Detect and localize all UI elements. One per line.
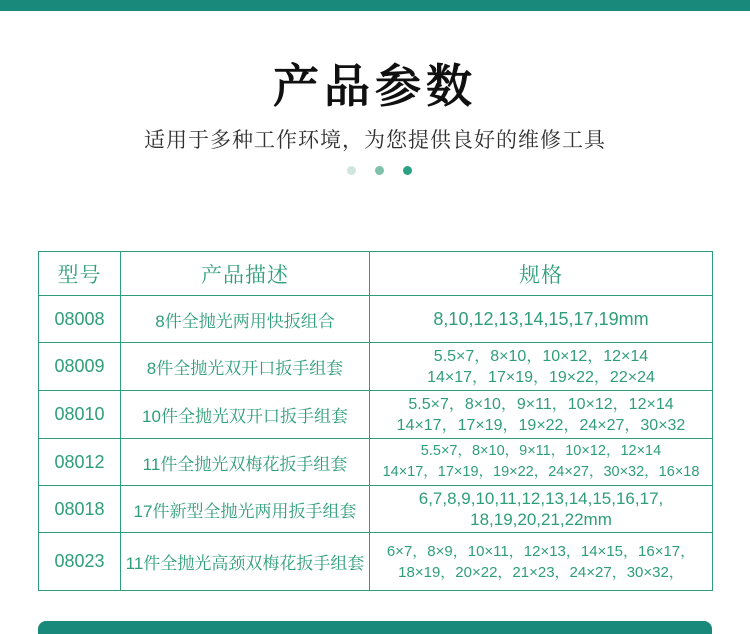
spec-line: 5.5×7，8×10，9×11，10×12，12×14 (408, 395, 674, 413)
header-description: 产品描述 (121, 252, 370, 296)
model-cell: 08009 (39, 343, 121, 391)
table-row (39, 533, 713, 591)
header-spec: 规格 (370, 252, 713, 296)
carousel-dot-2 (375, 166, 384, 175)
table-row (39, 391, 713, 439)
description-cell: 8件全抛光双开口扳手组套 (121, 343, 370, 391)
model-cell: 08008 (39, 296, 121, 343)
spec-cell (370, 533, 713, 591)
bottom-section-bar (38, 621, 712, 634)
spec-line: 6,7,8,9,10,11,12,13,14,15,16,17, (418, 489, 664, 508)
table-header-row (39, 252, 713, 296)
carousel-dots (4, 166, 750, 175)
top-divider-bar (0, 0, 750, 11)
spec-line: 18×19，20×22，21×23，24×27，30×32， (398, 563, 684, 581)
spec-line: 14×17，17×19，19×22，24×27，30×32，16×18 (382, 464, 700, 480)
spec-cell (370, 343, 713, 391)
model-cell: 08018 (39, 486, 121, 533)
spec-line: 6×7，8×9，10×11，12×13，14×15，16×17， (386, 542, 696, 560)
model-cell: 08023 (39, 533, 121, 591)
page-subtitle: 适用于多种工作环境，为您提供良好的维修工具 (144, 129, 606, 152)
spec-cell (370, 296, 713, 343)
description-cell: 11件全抛光高颈双梅花扳手组套 (121, 533, 370, 591)
spec-line: 14×17，17×19，19×22，24×27，30×32 (396, 416, 686, 434)
table-row (39, 343, 713, 391)
spec-cell (370, 486, 713, 533)
spec-cell (370, 391, 713, 439)
description-cell: 11件全抛光双梅花扳手组套 (121, 439, 370, 486)
spec-line: 8,10,12,13,14,15,17,19mm (433, 308, 649, 329)
spec-line: 5.5×7，8×10，9×11，10×12，12×14 (420, 443, 662, 459)
table-row (39, 439, 713, 486)
spec-table (38, 251, 713, 591)
spec-line: 18,19,20,21,22mm (470, 510, 612, 529)
spec-cell (370, 439, 713, 486)
spec-line: 5.5×7，8×10，10×12，12×14 (433, 347, 649, 365)
model-cell: 08012 (39, 439, 121, 486)
carousel-dot-1 (347, 166, 356, 175)
description-cell: 17件新型全抛光两用扳手组套 (121, 486, 370, 533)
description-cell: 8件全抛光两用快扳组合 (121, 296, 370, 343)
page-title: 产品参数 (273, 60, 477, 112)
table-row (39, 486, 713, 533)
header-model: 型号 (39, 252, 121, 296)
carousel-dot-3 (403, 166, 412, 175)
table-row (39, 296, 713, 343)
description-cell: 10件全抛光双开口扳手组套 (121, 391, 370, 439)
model-cell: 08010 (39, 391, 121, 439)
spec-line: 14×17，17×19，19×22，22×24 (427, 368, 655, 386)
